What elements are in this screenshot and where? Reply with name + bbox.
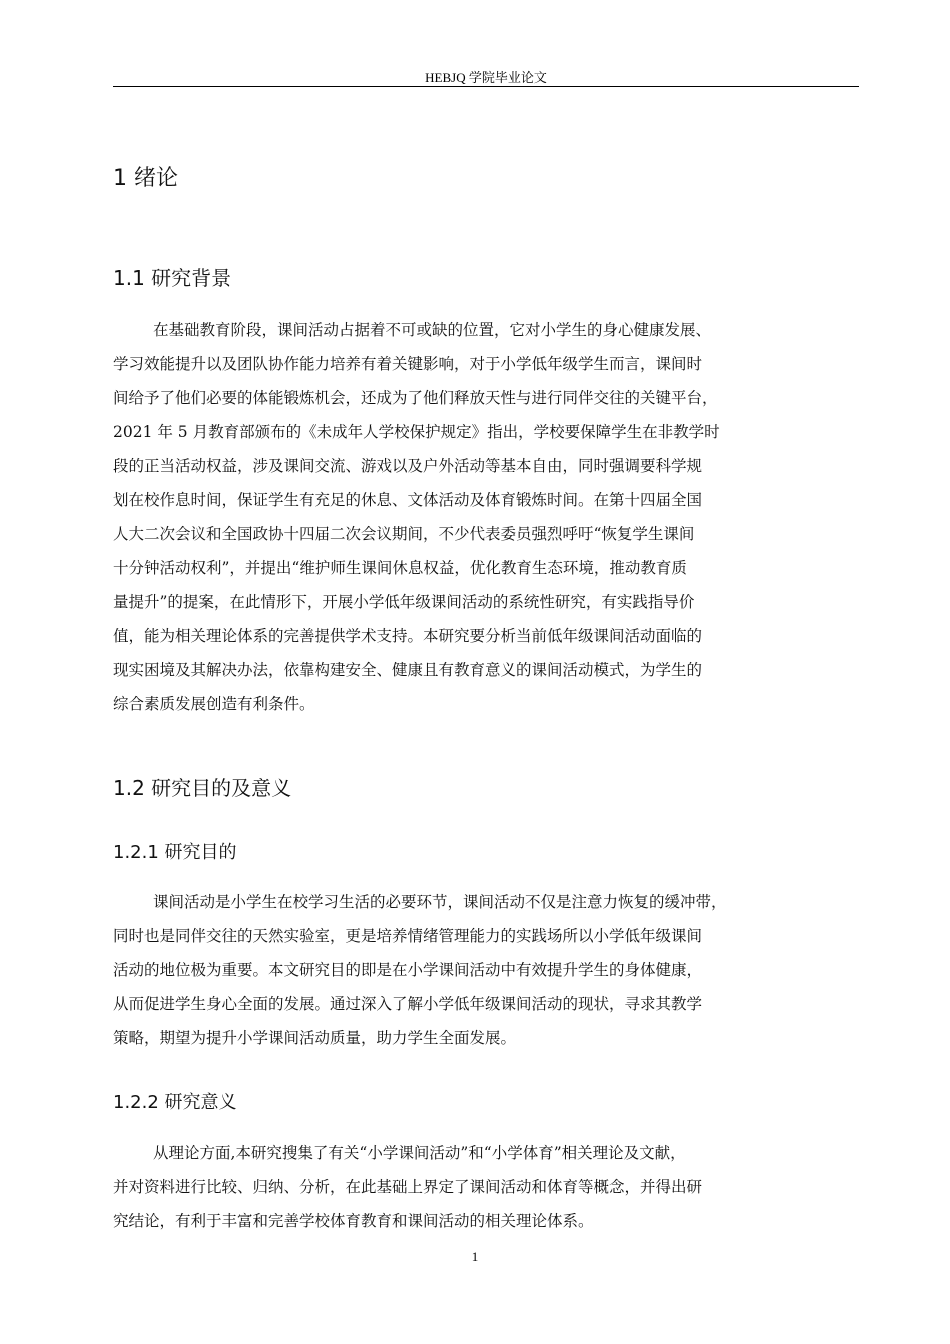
paragraph-research-significance: [113, 1136, 859, 1238]
paragraph-research-background: [113, 313, 859, 721]
section-heading-1-1: 1.1 研究背景: [113, 266, 232, 290]
running-header: HEBJQ 学院毕业论文: [425, 70, 547, 85]
paragraph-line: 十分钟活动权利”，并提出“维护师生课间休息权益，优化教育生态环境，推动教育质: [113, 559, 687, 577]
paragraph-line: 人大二次会议和全国政协十四届二次会议期间，不少代表委员强烈呼吁“恢复学生课间: [113, 525, 695, 543]
chapter-title: 1 绪论: [113, 166, 178, 191]
section-heading-1-2: 1.2 研究目的及意义: [113, 776, 292, 800]
paragraph-line: 究结论，有利于丰富和完善学校体育教育和课间活动的相关理论体系。: [113, 1212, 594, 1230]
paragraph-line: 现实困境及其解决办法，依靠构建安全、健康且有教育意义的课间活动模式，为学生的: [113, 661, 703, 679]
paragraph-line: 间给予了他们必要的体能锻炼机会，还成为了他们释放天性与进行同伴交往的关键平台，: [113, 389, 718, 407]
paragraph-line: 在基础教育阶段，课间活动占据着不可或缺的位置，它对小学生的身心健康发展、: [153, 321, 712, 339]
paragraph-line: 段的正当活动权益，涉及课间交流、游戏以及户外活动等基本自由，同时强调要科学规: [113, 457, 703, 475]
paragraph-line: 策略，期望为提升小学课间活动质量，助力学生全面发展。: [113, 1029, 517, 1047]
section-heading-1-2-2: 1.2.2 研究意义: [113, 1092, 237, 1113]
paragraph-line: 量提升”的提案，在此情形下，开展小学低年级课间活动的系统性研究，有实践指导价: [113, 593, 695, 611]
paragraph-line: 同时也是同伴交往的天然实验室，更是培养情绪管理能力的实践场所以小学低年级课间: [113, 927, 703, 945]
paragraph-research-purpose: [113, 885, 859, 1055]
paragraph-line: 从而促进学生身心全面的发展。通过深入了解小学低年级课间活动的现状，寻求其教学: [113, 995, 703, 1013]
paragraph-line: 学习效能提升以及团队协作能力培养有着关键影响，对于小学低年级学生而言，课间时: [113, 355, 703, 373]
paragraph-line: 值，能为相关理论体系的完善提供学术支持。本研究要分析当前低年级课间活动面临的: [113, 627, 703, 645]
header-rule: [113, 86, 859, 87]
paragraph-line: 从理论方面,本研究搜集了有关“小学课间活动”和“小学体育”相关理论及文献，: [153, 1144, 686, 1162]
paragraph-line: 活动的地位极为重要。本文研究目的即是在小学课间活动中有效提升学生的身体健康，: [113, 961, 703, 979]
paragraph-line: 课间活动是小学生在校学习生活的必要环节，课间活动不仅是注意力恢复的缓冲带，: [153, 893, 727, 911]
page-number: 1: [471, 1249, 479, 1264]
paragraph-line: 划在校作息时间，保证学生有充足的休息、文体活动及体育锻炼时间。在第十四届全国: [113, 491, 703, 509]
paragraph-line: 综合素质发展创造有利条件。: [113, 695, 315, 713]
paragraph-line: 2021 年 5 月教育部颁布的《未成年人学校保护规定》指出，学校要保障学生在非教学时: [113, 423, 720, 441]
paragraph-line: 并对资料进行比较、归纳、分析，在此基础上界定了课间活动和体育等概念，并得出研: [113, 1178, 703, 1196]
section-heading-1-2-1: 1.2.1 研究目的: [113, 842, 237, 863]
